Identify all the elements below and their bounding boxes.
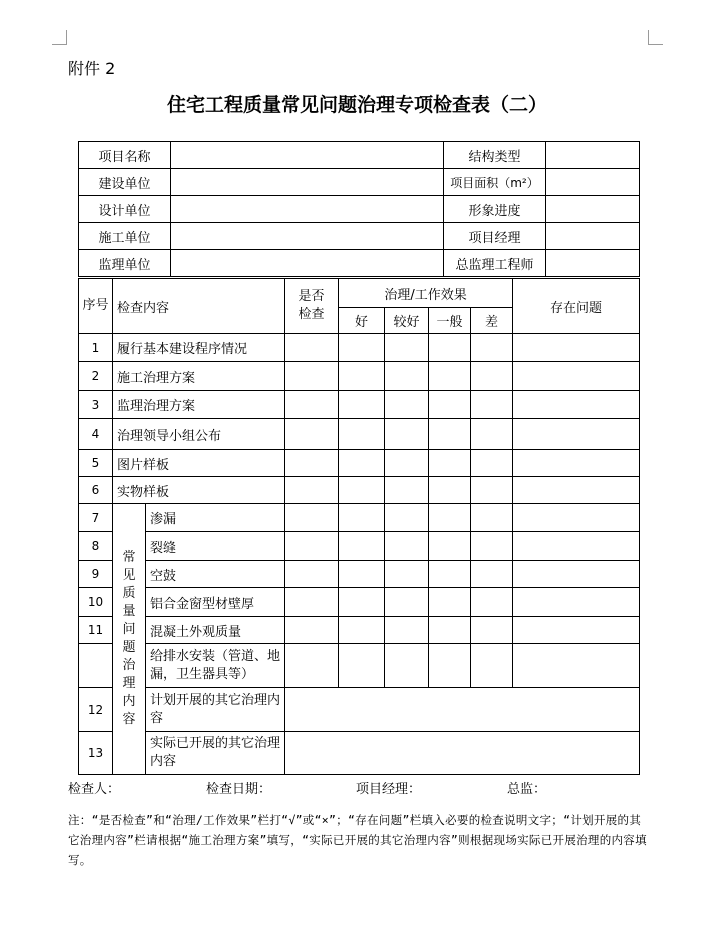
check-cell[interactable] <box>285 644 339 688</box>
info-value-cell[interactable] <box>171 169 444 196</box>
effect-cell[interactable] <box>385 644 429 688</box>
header-problems: 存在问题 <box>513 279 640 334</box>
effect-cell[interactable] <box>339 504 385 532</box>
problem-cell[interactable] <box>513 334 640 362</box>
info-value-cell[interactable] <box>546 142 640 169</box>
table-row <box>79 617 640 644</box>
effect-cell[interactable] <box>385 419 429 450</box>
effect-cell[interactable] <box>339 588 385 617</box>
problem-cell[interactable] <box>513 477 640 504</box>
project-info-table <box>78 141 640 277</box>
row-number: 8 <box>79 532 113 561</box>
effect-cell[interactable] <box>339 644 385 688</box>
header-good: 好 <box>339 308 385 334</box>
row-number: 12 <box>79 688 113 732</box>
problem-cell[interactable] <box>513 362 640 391</box>
row-number: 3 <box>79 391 113 419</box>
group-label: 常见质量问题治理内容 <box>113 504 146 775</box>
problem-cell[interactable] <box>513 391 640 419</box>
effect-cell[interactable] <box>429 504 471 532</box>
row-number: 2 <box>79 362 113 391</box>
effect-cell[interactable] <box>429 362 471 391</box>
check-cell[interactable] <box>285 450 339 477</box>
table-row <box>79 588 640 617</box>
footer-manager: 项目经理： <box>356 782 422 797</box>
row-content: 图片样板 <box>113 450 285 477</box>
effect-cell[interactable] <box>385 334 429 362</box>
row-content: 裂缝 <box>146 532 285 561</box>
row-number: 11 <box>79 617 113 644</box>
attachment-label: 附件 2 <box>68 59 116 78</box>
effect-cell[interactable] <box>385 588 429 617</box>
row-content: 实际已开展的其它治理内容 <box>146 732 285 775</box>
header-row <box>79 279 640 308</box>
info-label: 总监理工程师 <box>444 250 546 277</box>
problem-cell[interactable] <box>513 644 640 688</box>
row-number: 1 <box>79 334 113 362</box>
other-content-cell[interactable] <box>285 732 640 775</box>
effect-cell[interactable] <box>339 334 385 362</box>
info-label: 监理单位 <box>79 250 171 277</box>
check-cell[interactable] <box>285 362 339 391</box>
row-content: 计划开展的其它治理内容 <box>146 688 285 732</box>
effect-cell[interactable] <box>385 561 429 588</box>
table-row <box>79 644 640 688</box>
info-value-cell[interactable] <box>171 196 444 223</box>
row-content: 渗漏 <box>146 504 285 532</box>
effect-cell[interactable] <box>471 644 513 688</box>
inspection-table <box>78 278 640 775</box>
effect-cell[interactable] <box>471 419 513 450</box>
table-row <box>79 561 640 588</box>
info-label: 项目面积（m²） <box>444 169 546 196</box>
effect-cell[interactable] <box>385 617 429 644</box>
check-cell[interactable] <box>285 617 339 644</box>
info-row <box>79 196 640 223</box>
effect-cell[interactable] <box>339 391 385 419</box>
header-better: 较好 <box>385 308 429 334</box>
effect-cell[interactable] <box>339 561 385 588</box>
effect-cell[interactable] <box>471 617 513 644</box>
info-label: 施工单位 <box>79 223 171 250</box>
info-label: 项目经理 <box>444 223 546 250</box>
effect-cell[interactable] <box>339 532 385 561</box>
info-value-cell[interactable] <box>171 223 444 250</box>
table-row <box>79 450 640 477</box>
problem-cell[interactable] <box>513 588 640 617</box>
row-number: 4 <box>79 419 113 450</box>
effect-cell[interactable] <box>429 532 471 561</box>
effect-cell[interactable] <box>385 450 429 477</box>
footer-date: 检查日期： <box>206 782 272 797</box>
row-content: 混凝土外观质量 <box>146 617 285 644</box>
info-row <box>79 142 640 169</box>
table-row <box>79 334 640 362</box>
effect-cell[interactable] <box>339 419 385 450</box>
table-row <box>79 362 640 391</box>
table-row <box>79 391 640 419</box>
effect-cell[interactable] <box>471 362 513 391</box>
effect-cell[interactable] <box>471 391 513 419</box>
row-number: 13 <box>79 732 113 775</box>
problem-cell[interactable] <box>513 532 640 561</box>
check-cell[interactable] <box>285 532 339 561</box>
check-cell[interactable] <box>285 477 339 504</box>
footer-supervisor: 总监： <box>507 782 547 797</box>
row-content: 给排水安装（管道、地漏，卫生器具等） <box>146 644 285 688</box>
header-poor: 差 <box>471 308 513 334</box>
check-cell[interactable] <box>285 588 339 617</box>
effect-cell[interactable] <box>429 477 471 504</box>
effect-cell[interactable] <box>339 450 385 477</box>
effect-cell[interactable] <box>339 362 385 391</box>
info-value-cell[interactable] <box>546 250 640 277</box>
info-value-cell[interactable] <box>546 196 640 223</box>
info-value-cell[interactable] <box>546 169 640 196</box>
table-row <box>79 477 640 504</box>
info-value-cell[interactable] <box>171 142 444 169</box>
effect-cell[interactable] <box>471 561 513 588</box>
effect-cell[interactable] <box>385 504 429 532</box>
row-content: 实物样板 <box>113 477 285 504</box>
effect-cell[interactable] <box>471 532 513 561</box>
row-number <box>79 644 113 688</box>
problem-cell[interactable] <box>513 617 640 644</box>
effect-cell[interactable] <box>429 644 471 688</box>
effect-cell[interactable] <box>429 561 471 588</box>
check-cell[interactable] <box>285 419 339 450</box>
row-number: 6 <box>79 477 113 504</box>
check-cell[interactable] <box>285 391 339 419</box>
check-cell[interactable] <box>285 504 339 532</box>
check-cell[interactable] <box>285 334 339 362</box>
info-label: 建设单位 <box>79 169 171 196</box>
effect-cell[interactable] <box>339 617 385 644</box>
effect-cell[interactable] <box>385 391 429 419</box>
effect-cell[interactable] <box>429 419 471 450</box>
footer-inspector: 检查人： <box>68 782 121 797</box>
corner-mark-top-right <box>648 30 663 45</box>
info-label: 形象进度 <box>444 196 546 223</box>
footnote: 注：“是否检查”和“治理/工作效果”栏打“√”或“×”；“存在问题”栏填入必要的检查说明文字；“计划开展的其它治理内容”栏请根据“施工治理方案”填写，“实际已开展的其它治理内容”则根据现场实际已开展治理的内容填写。 <box>68 813 647 867</box>
effect-cell[interactable] <box>385 362 429 391</box>
header-normal: 一般 <box>429 308 471 334</box>
info-value-cell[interactable] <box>171 250 444 277</box>
row-content: 履行基本建设程序情况 <box>113 334 285 362</box>
effect-cell[interactable] <box>471 450 513 477</box>
info-label: 设计单位 <box>79 196 171 223</box>
table-row <box>79 688 640 732</box>
problem-cell[interactable] <box>513 504 640 532</box>
effect-cell[interactable] <box>429 391 471 419</box>
info-label: 结构类型 <box>444 142 546 169</box>
table-row <box>79 732 640 775</box>
table-row <box>79 419 640 450</box>
table-row <box>79 504 640 532</box>
effect-cell[interactable] <box>471 588 513 617</box>
effect-cell[interactable] <box>385 477 429 504</box>
effect-cell[interactable] <box>471 504 513 532</box>
row-number: 9 <box>79 561 113 588</box>
row-content: 空鼓 <box>146 561 285 588</box>
info-value-cell[interactable] <box>546 223 640 250</box>
info-row <box>79 169 640 196</box>
row-content: 治理领导小组公布 <box>113 419 285 450</box>
problem-cell[interactable] <box>513 561 640 588</box>
problem-cell[interactable] <box>513 419 640 450</box>
header-effect: 治理/工作效果 <box>339 279 513 308</box>
header-content: 检查内容 <box>113 279 285 334</box>
info-row <box>79 223 640 250</box>
problem-cell[interactable] <box>513 450 640 477</box>
effect-cell[interactable] <box>429 450 471 477</box>
row-number: 10 <box>79 588 113 617</box>
header-seq: 序号 <box>79 279 113 334</box>
effect-cell[interactable] <box>429 588 471 617</box>
corner-mark-top-left <box>52 30 67 45</box>
row-content: 施工治理方案 <box>113 362 285 391</box>
info-row <box>79 250 640 277</box>
header-checked: 是否检查 <box>285 279 339 334</box>
row-content: 监理治理方案 <box>113 391 285 419</box>
row-content: 铝合金窗型材壁厚 <box>146 588 285 617</box>
other-content-cell[interactable] <box>285 688 640 732</box>
effect-cell[interactable] <box>471 477 513 504</box>
table-row <box>79 532 640 561</box>
effect-cell[interactable] <box>339 477 385 504</box>
effect-cell[interactable] <box>471 334 513 362</box>
effect-cell[interactable] <box>429 334 471 362</box>
page-title: 住宅工程质量常见问题治理专项检查表（二） <box>166 94 547 116</box>
row-number: 5 <box>79 450 113 477</box>
check-cell[interactable] <box>285 561 339 588</box>
effect-cell[interactable] <box>385 532 429 561</box>
info-label: 项目名称 <box>79 142 171 169</box>
row-number: 7 <box>79 504 113 532</box>
effect-cell[interactable] <box>429 617 471 644</box>
